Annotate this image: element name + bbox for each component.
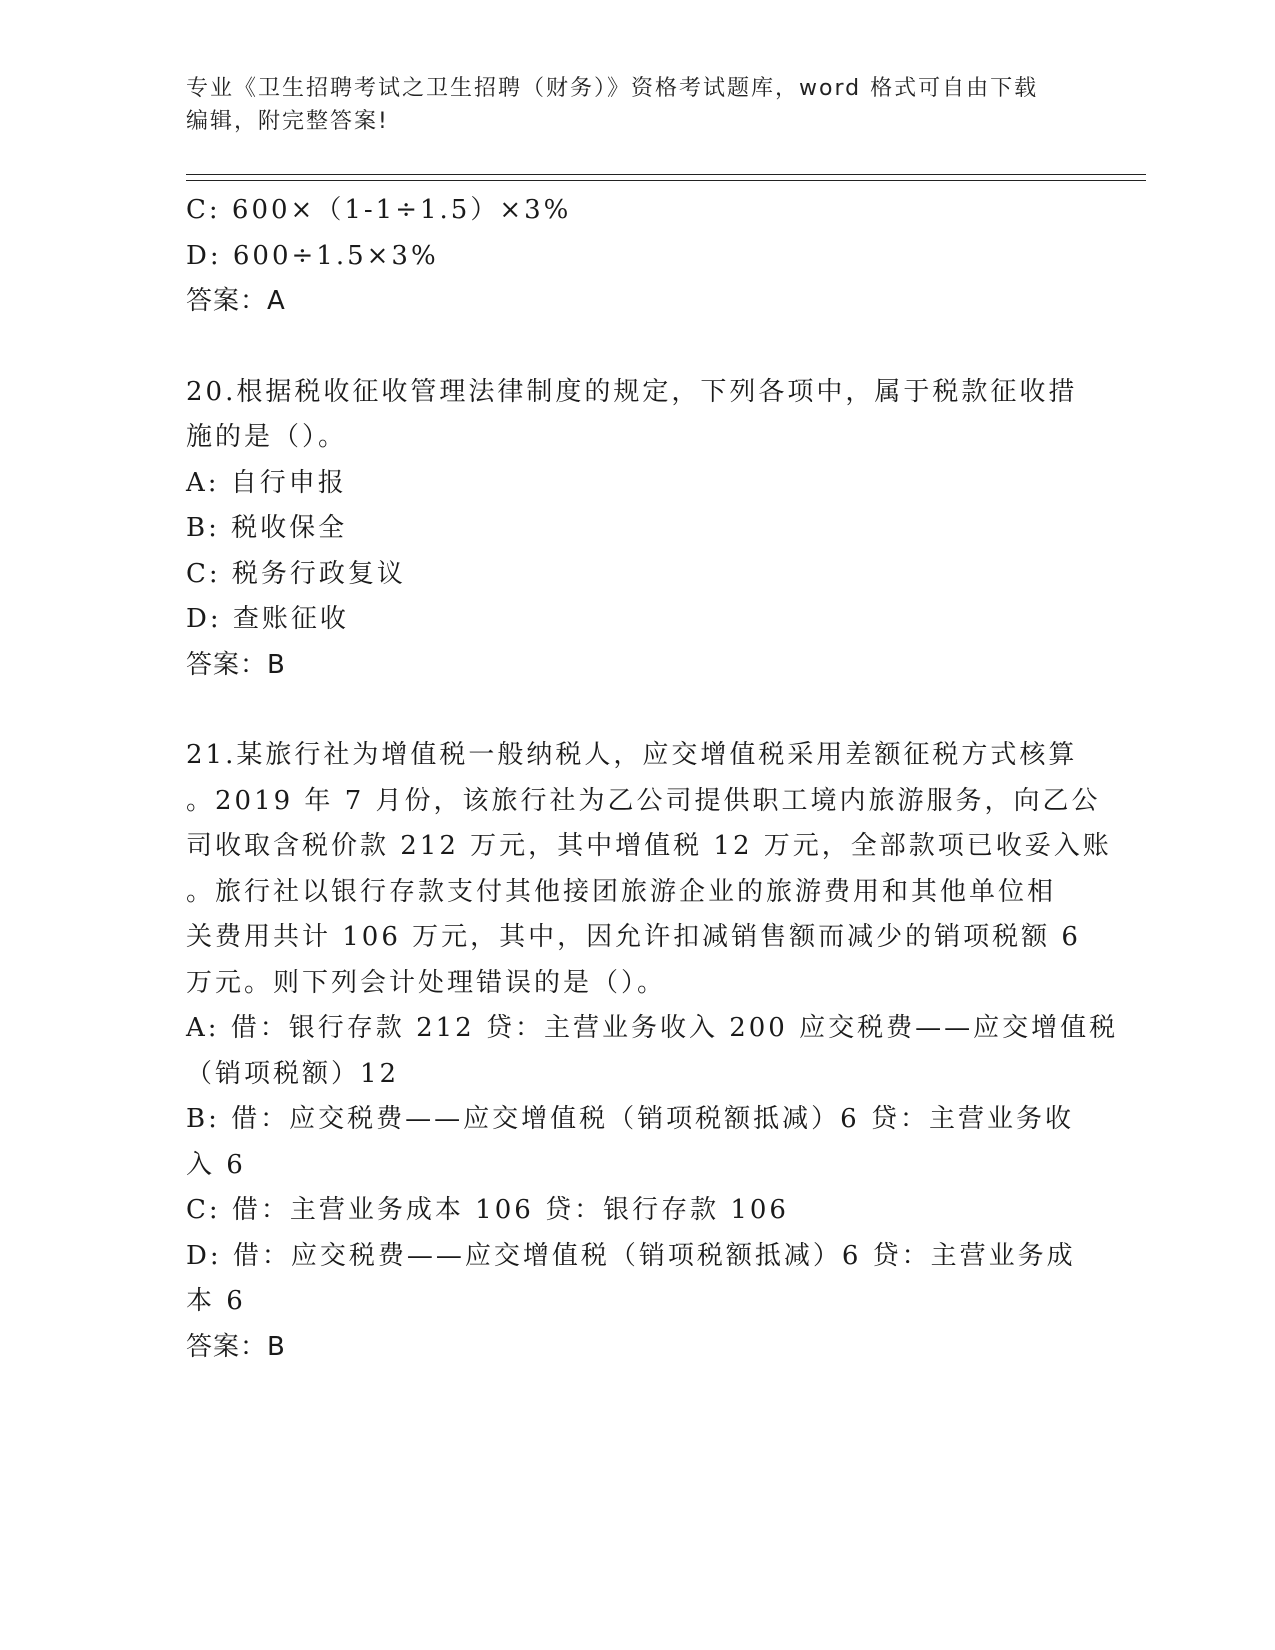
header-divider-bottom [186,180,1146,181]
spacer [186,688,1071,733]
answer-label: 答案：B [186,1331,286,1362]
option-d: D: 借：应交税费——应交增值税（销项税额抵减）6 贷：主营业务成 [186,1240,1076,1271]
option-b: B: 税收保全 [186,513,348,543]
question-stem: 施的是（）。 [186,422,348,452]
question-stem: 20.根据税收征收管理法律制度的规定，下列各项中，属于税款征收措 [186,376,1078,407]
option-c: C: 税务行政复议 [186,558,406,589]
option-c: C: 借：主营业务成本 106 贷：银行存款 106 [186,1195,789,1225]
option-c: C: 600×（1-1÷1.5）×3% [186,195,572,225]
question-stem: 。旅行社以银行存款支付其他接团旅游企业的旅游费用和其他单位相 [186,876,1057,907]
answer-label: 答案：A [186,286,286,316]
option-d: D: 查账征收 [186,604,349,634]
header-divider-top [186,174,1146,175]
option-b: B: 借：应交税费——应交增值税（销项税额抵减）6 贷：主营业务收 [186,1104,1074,1134]
previous-question-tail [186,188,1071,325]
header-line-1: 专业《卫生招聘考试之卫生招聘（财务）》资格考试题库，word 格式可自由下载 [186,76,1039,101]
spacer [186,325,1071,370]
option-d-continued: 本 6 [186,1286,246,1316]
option-a: A: 借：银行存款 212 贷：主营业务收入 200 应交税费——应交增值税 [186,1013,1119,1043]
question-stem: 司收取含税价款 212 万元，其中增值税 12 万元，全部款项已收妥入账 [186,831,1112,861]
option-a-continued: （销项税额）12 [186,1058,400,1089]
option-d: D: 600÷1.5×3% [186,240,439,271]
page-header [186,72,1066,138]
question-stem: 21.某旅行社为增值税一般纳税人，应交增值税采用差额征税方式核算 [186,740,1078,770]
option-a: A: 自行申报 [186,467,347,498]
header-line-2: 编辑，附完整答案! [186,109,389,134]
question-stem: 。2019 年 7 月份，该旅行社为乙公司提供职工境内旅游服务，向乙公 [186,785,1101,816]
question-content [186,188,1119,1370]
question-stem: 万元。则下列会计处理错误的是（）。 [186,967,667,998]
question-stem: 关费用共计 106 万元，其中，因允许扣减销售额而减少的销项税额 6 [186,922,1081,952]
option-b-continued: 入 6 [186,1149,246,1180]
question-20 [186,370,1078,689]
answer-label: 答案：B [186,649,286,680]
question-21 [186,733,1119,1370]
